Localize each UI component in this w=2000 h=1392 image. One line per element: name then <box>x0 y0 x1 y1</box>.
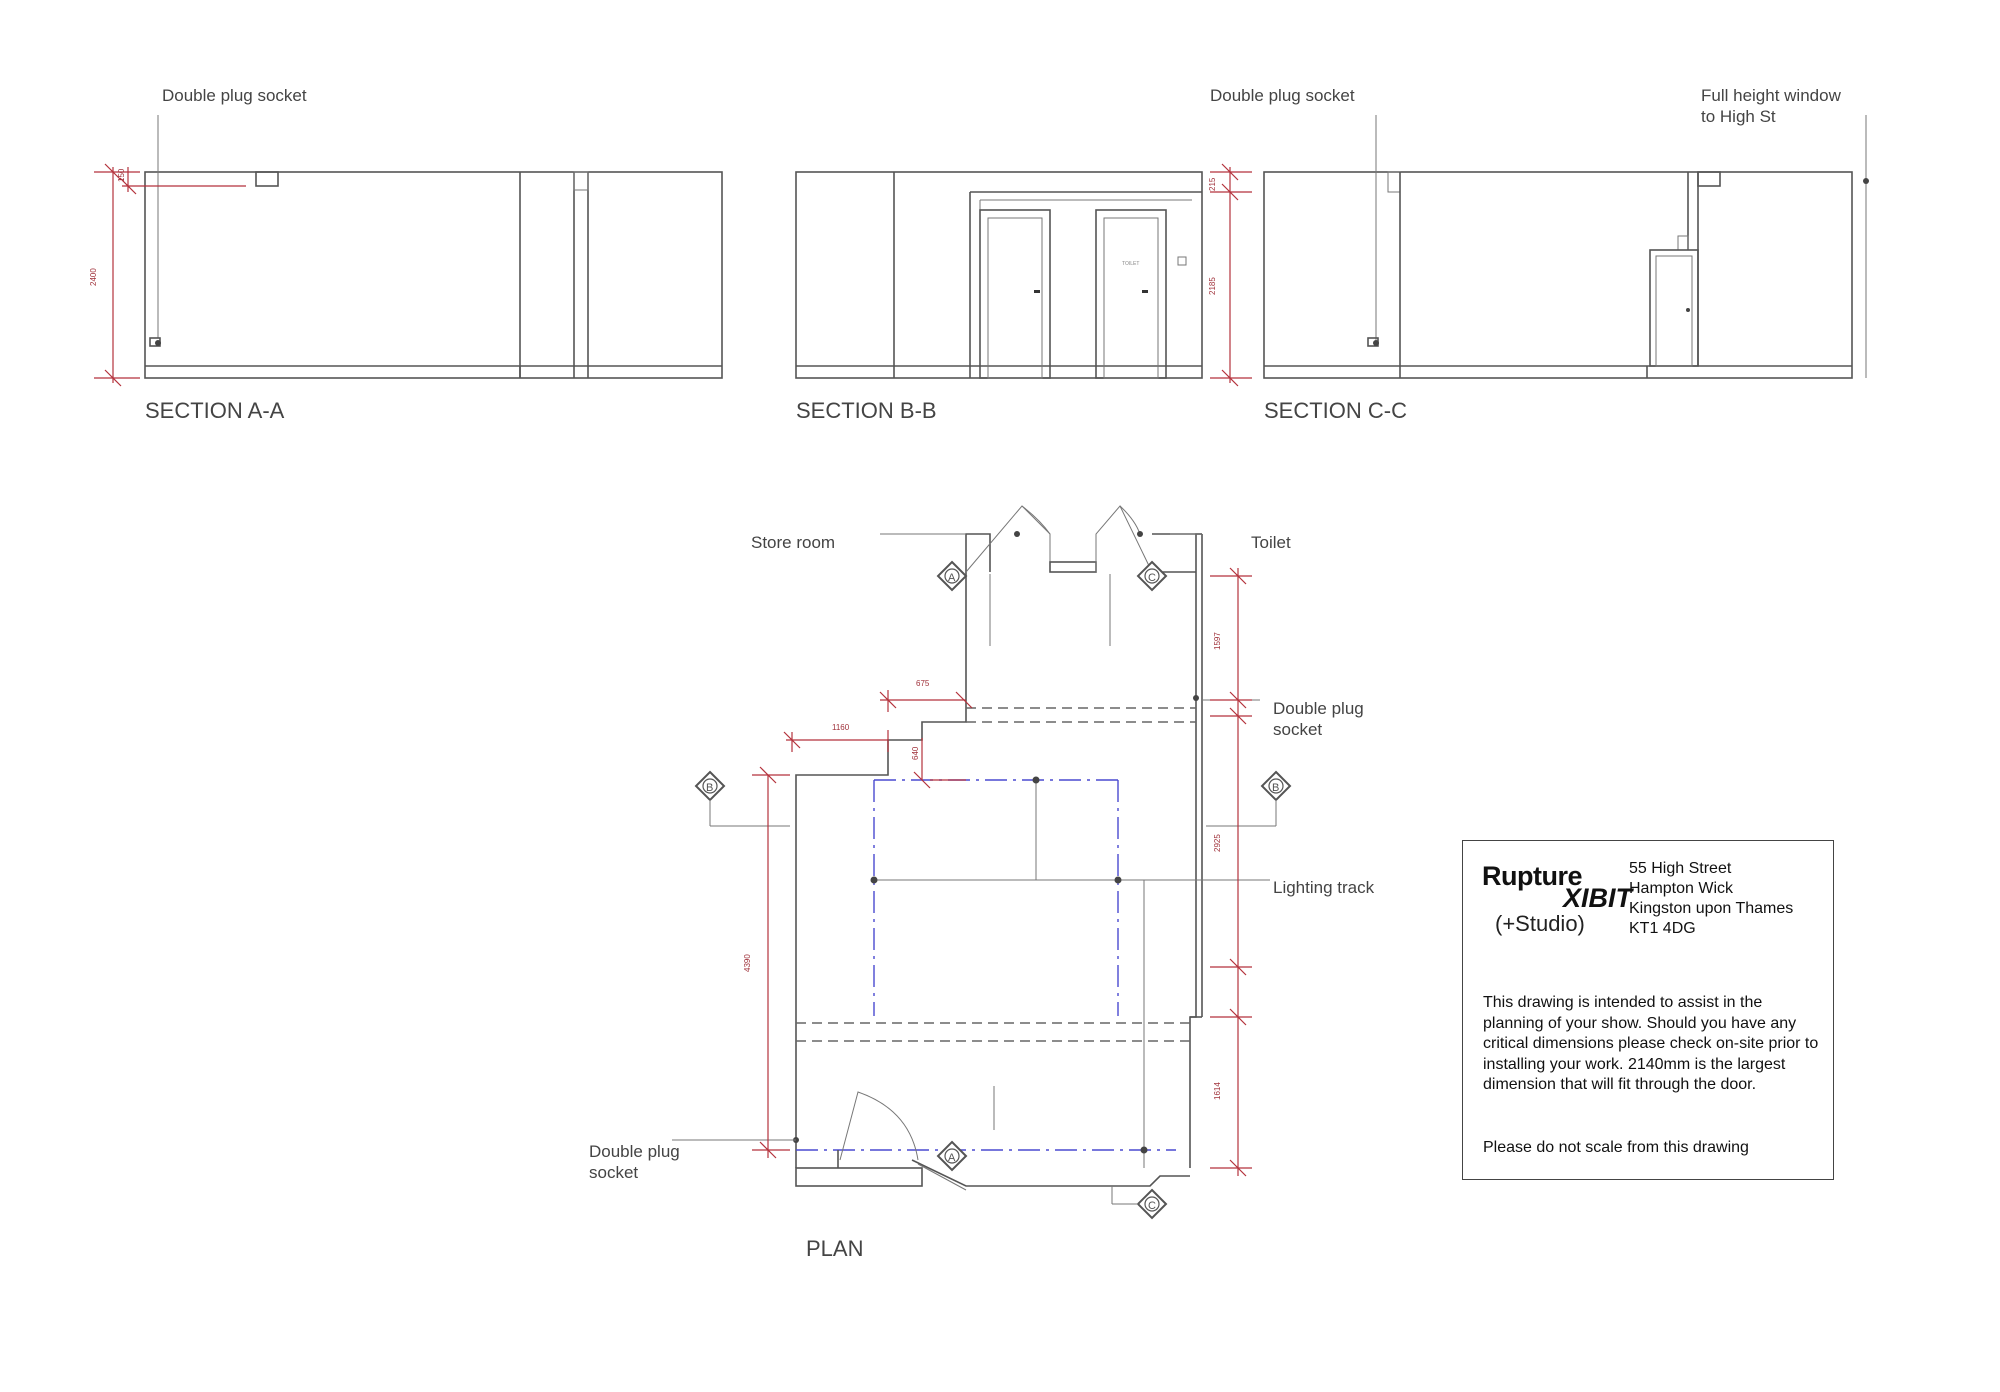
store-room-door-swing <box>966 506 1050 572</box>
address-line-2: Hampton Wick <box>1629 880 1734 897</box>
section-a-dim-2400: 2400 <box>89 268 98 286</box>
brand-studio: (+Studio) <box>1495 911 1585 936</box>
address-line-1: 55 High Street <box>1629 860 1732 877</box>
plan-dim-2925: 2925 <box>1213 834 1222 852</box>
section-a-socket-label: Double plug socket <box>162 86 307 105</box>
brand-rupture: Rupture <box>1482 861 1582 891</box>
store-room-door <box>980 210 1050 378</box>
section-b-switch <box>1178 257 1186 265</box>
section-c-socket-top <box>1698 172 1720 186</box>
section-marker-b-right <box>1206 772 1290 826</box>
section-c-title: SECTION C-C <box>1264 398 1407 423</box>
section-marker-c-top <box>1138 562 1166 590</box>
section-c-socket-label: Double plug socket <box>1210 86 1355 105</box>
svg-text:C: C <box>1148 572 1156 584</box>
address-block <box>1629 859 1793 939</box>
store-room-label: Store room <box>751 533 836 552</box>
svg-text:C: C <box>1148 1200 1156 1212</box>
section-marker-a-bottom <box>938 1142 966 1170</box>
section-b-dim-215: 215 <box>1208 177 1217 191</box>
section-b-title: SECTION B-B <box>796 398 937 423</box>
socket-right-label-line2: socket <box>1273 720 1323 739</box>
toilet-door-sign: TOILET <box>1122 261 1140 267</box>
plan-outline <box>796 534 990 1168</box>
address-line-3: Kingston upon Thames <box>1629 900 1794 917</box>
plan <box>589 506 1375 1261</box>
lighting-track-label: Lighting track <box>1273 878 1375 897</box>
plan-dim-640: 640 <box>911 746 920 760</box>
socket-left-label-line1: Double plug <box>589 1142 680 1161</box>
scale-note: Please do not scale from this drawing <box>1483 1139 1749 1156</box>
plan-dim-675: 675 <box>916 679 930 688</box>
plan-dim-1614: 1614 <box>1213 1082 1222 1100</box>
section-marker-a-top <box>938 562 966 590</box>
brand-xibit: XIBIT <box>1563 883 1633 913</box>
section-a-dim-150: 150 <box>117 168 126 182</box>
toilet-door <box>1096 210 1166 378</box>
window-label-line1: Full height window <box>1701 86 1841 105</box>
toilet-label: Toilet <box>1251 533 1291 552</box>
section-b-wall-outline <box>796 172 1202 378</box>
svg-text:A: A <box>948 572 956 584</box>
section-c-door <box>1650 250 1698 366</box>
svg-text:B: B <box>1272 782 1280 794</box>
svg-text:B: B <box>706 782 714 794</box>
toilet-door-swing <box>1096 506 1152 572</box>
window-label-line2: to High St <box>1701 107 1776 126</box>
section-a-a <box>89 86 722 423</box>
section-marker-c-bottom <box>1112 1186 1166 1218</box>
entrance-step <box>796 1168 922 1186</box>
disclaimer-note: This drawing is intended to assist in the planning of your show. Should you have any critical dimensions please check on-site prior to installing your work. 2140mm is the largest dimension that will fit through the door. <box>1483 994 1819 1093</box>
socket-right-label-line1: Double plug <box>1273 699 1364 718</box>
section-a-wall-outline <box>145 172 722 378</box>
plan-dim-4390: 4390 <box>743 954 752 972</box>
section-a-title: SECTION A-A <box>145 398 285 423</box>
svg-text:A: A <box>948 1152 956 1164</box>
address-line-4: KT1 4DG <box>1629 920 1696 937</box>
section-marker-b-left <box>696 772 790 826</box>
plan-dim-1597: 1597 <box>1213 632 1222 650</box>
section-a-socket-box <box>256 172 278 186</box>
section-b-dim-2185: 2185 <box>1208 277 1217 295</box>
socket-left-label-line2: socket <box>589 1163 639 1182</box>
section-c-wall-outline <box>1264 172 1852 378</box>
plan-title: PLAN <box>806 1236 864 1261</box>
section-c-c <box>1210 86 1869 423</box>
section-b-b <box>796 164 1252 423</box>
plan-dim-1160: 1160 <box>832 723 850 732</box>
title-block <box>1462 840 1834 1180</box>
